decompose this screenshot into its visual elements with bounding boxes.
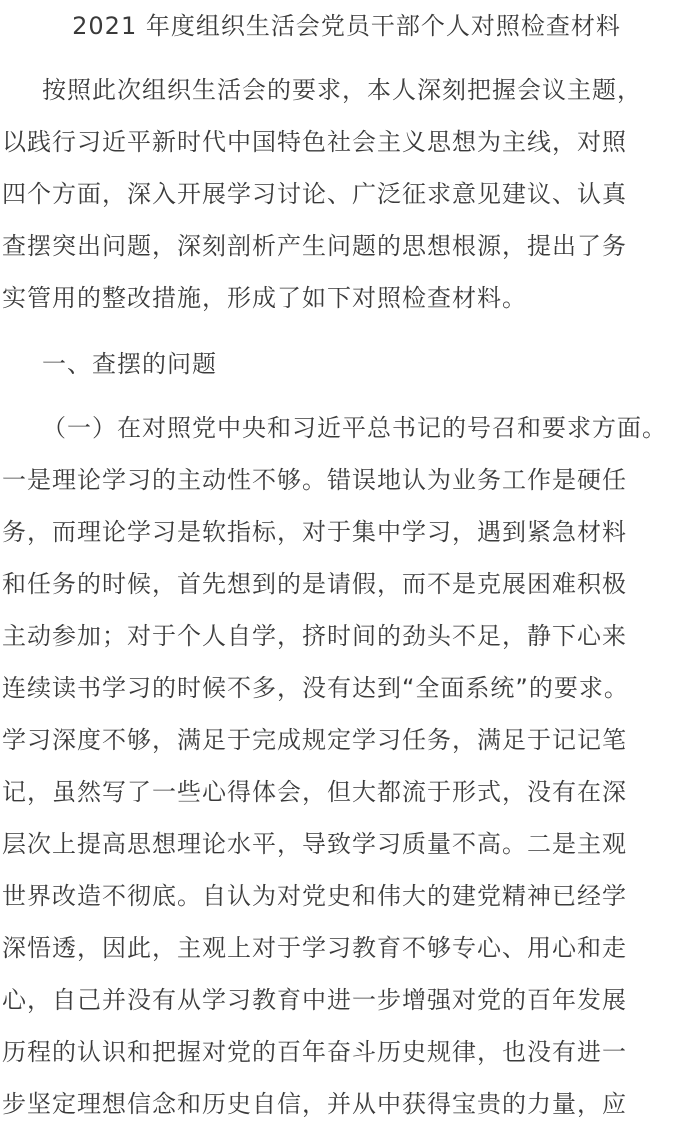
paragraph-line: 一是理论学习的主动性不够。错误地认为业务工作是硬任 (2, 466, 627, 494)
paragraph-line: 按照此次组织生活会的要求，本人深刻把握会议主题， (42, 76, 642, 104)
paragraph-line: 查摆突出问题，深刻剖析产生问题的思想根源，提出了务 (2, 232, 627, 260)
paragraph-line: 深悟透，因此，主观上对于学习教育不够专心、用心和走 (2, 934, 627, 962)
paragraph-line: 记，虽然写了一些心得体会，但大都流于形式，没有在深 (2, 778, 627, 806)
paragraph-line: 层次上提高思想理论水平，导致学习质量不高。二是主观 (2, 830, 627, 858)
paragraph-line: 连续读书学习的时候不多，没有达到“全面系统”的要求。 (2, 674, 629, 702)
paragraph-line: 四个方面，深入开展学习讨论、广泛征求意见建议、认真 (2, 180, 627, 208)
body-paragraph (2, 402, 667, 1130)
section-heading-text: 一、查摆的问题 (42, 350, 217, 378)
paragraph-line: 务，而理论学习是软指标，对于集中学习，遇到紧急材料 (2, 518, 627, 546)
paragraph-line: 学习深度不够，满足于完成规定学习任务，满足于记记笔 (2, 726, 627, 754)
paragraph-line: 主动参加；对于个人自学，挤时间的劲头不足，静下心来 (2, 622, 627, 650)
paragraph-line: 步坚定理想信念和历史自信，并从中获得宝贵的力量，应 (2, 1090, 627, 1118)
paragraph-line: 和任务的时候，首先想到的是请假，而不是克展困难积极 (2, 570, 627, 598)
intro-paragraph (2, 64, 642, 324)
paragraph-line: 心，自己并没有从学习教育中进一步增强对党的百年发展 (2, 986, 627, 1014)
paragraph-line: 历程的认识和把握对党的百年奋斗历史规律，也没有进一 (2, 1038, 627, 1066)
section-heading (2, 338, 217, 390)
paragraph-line: 世界改造不彻底。自认为对党史和伟大的建党精神已经学 (2, 882, 627, 910)
paragraph-line: 以践行习近平新时代中国特色社会主义思想为主线，对照 (2, 128, 627, 156)
paragraph-line: （一）在对照党中央和习近平总书记的号召和要求方面。 (42, 414, 667, 442)
paragraph-line: 实管用的整改措施，形成了如下对照检查材料。 (2, 284, 527, 312)
document-title: 2021 年度组织生活会党员干部个人对照检查材料 (72, 12, 621, 40)
